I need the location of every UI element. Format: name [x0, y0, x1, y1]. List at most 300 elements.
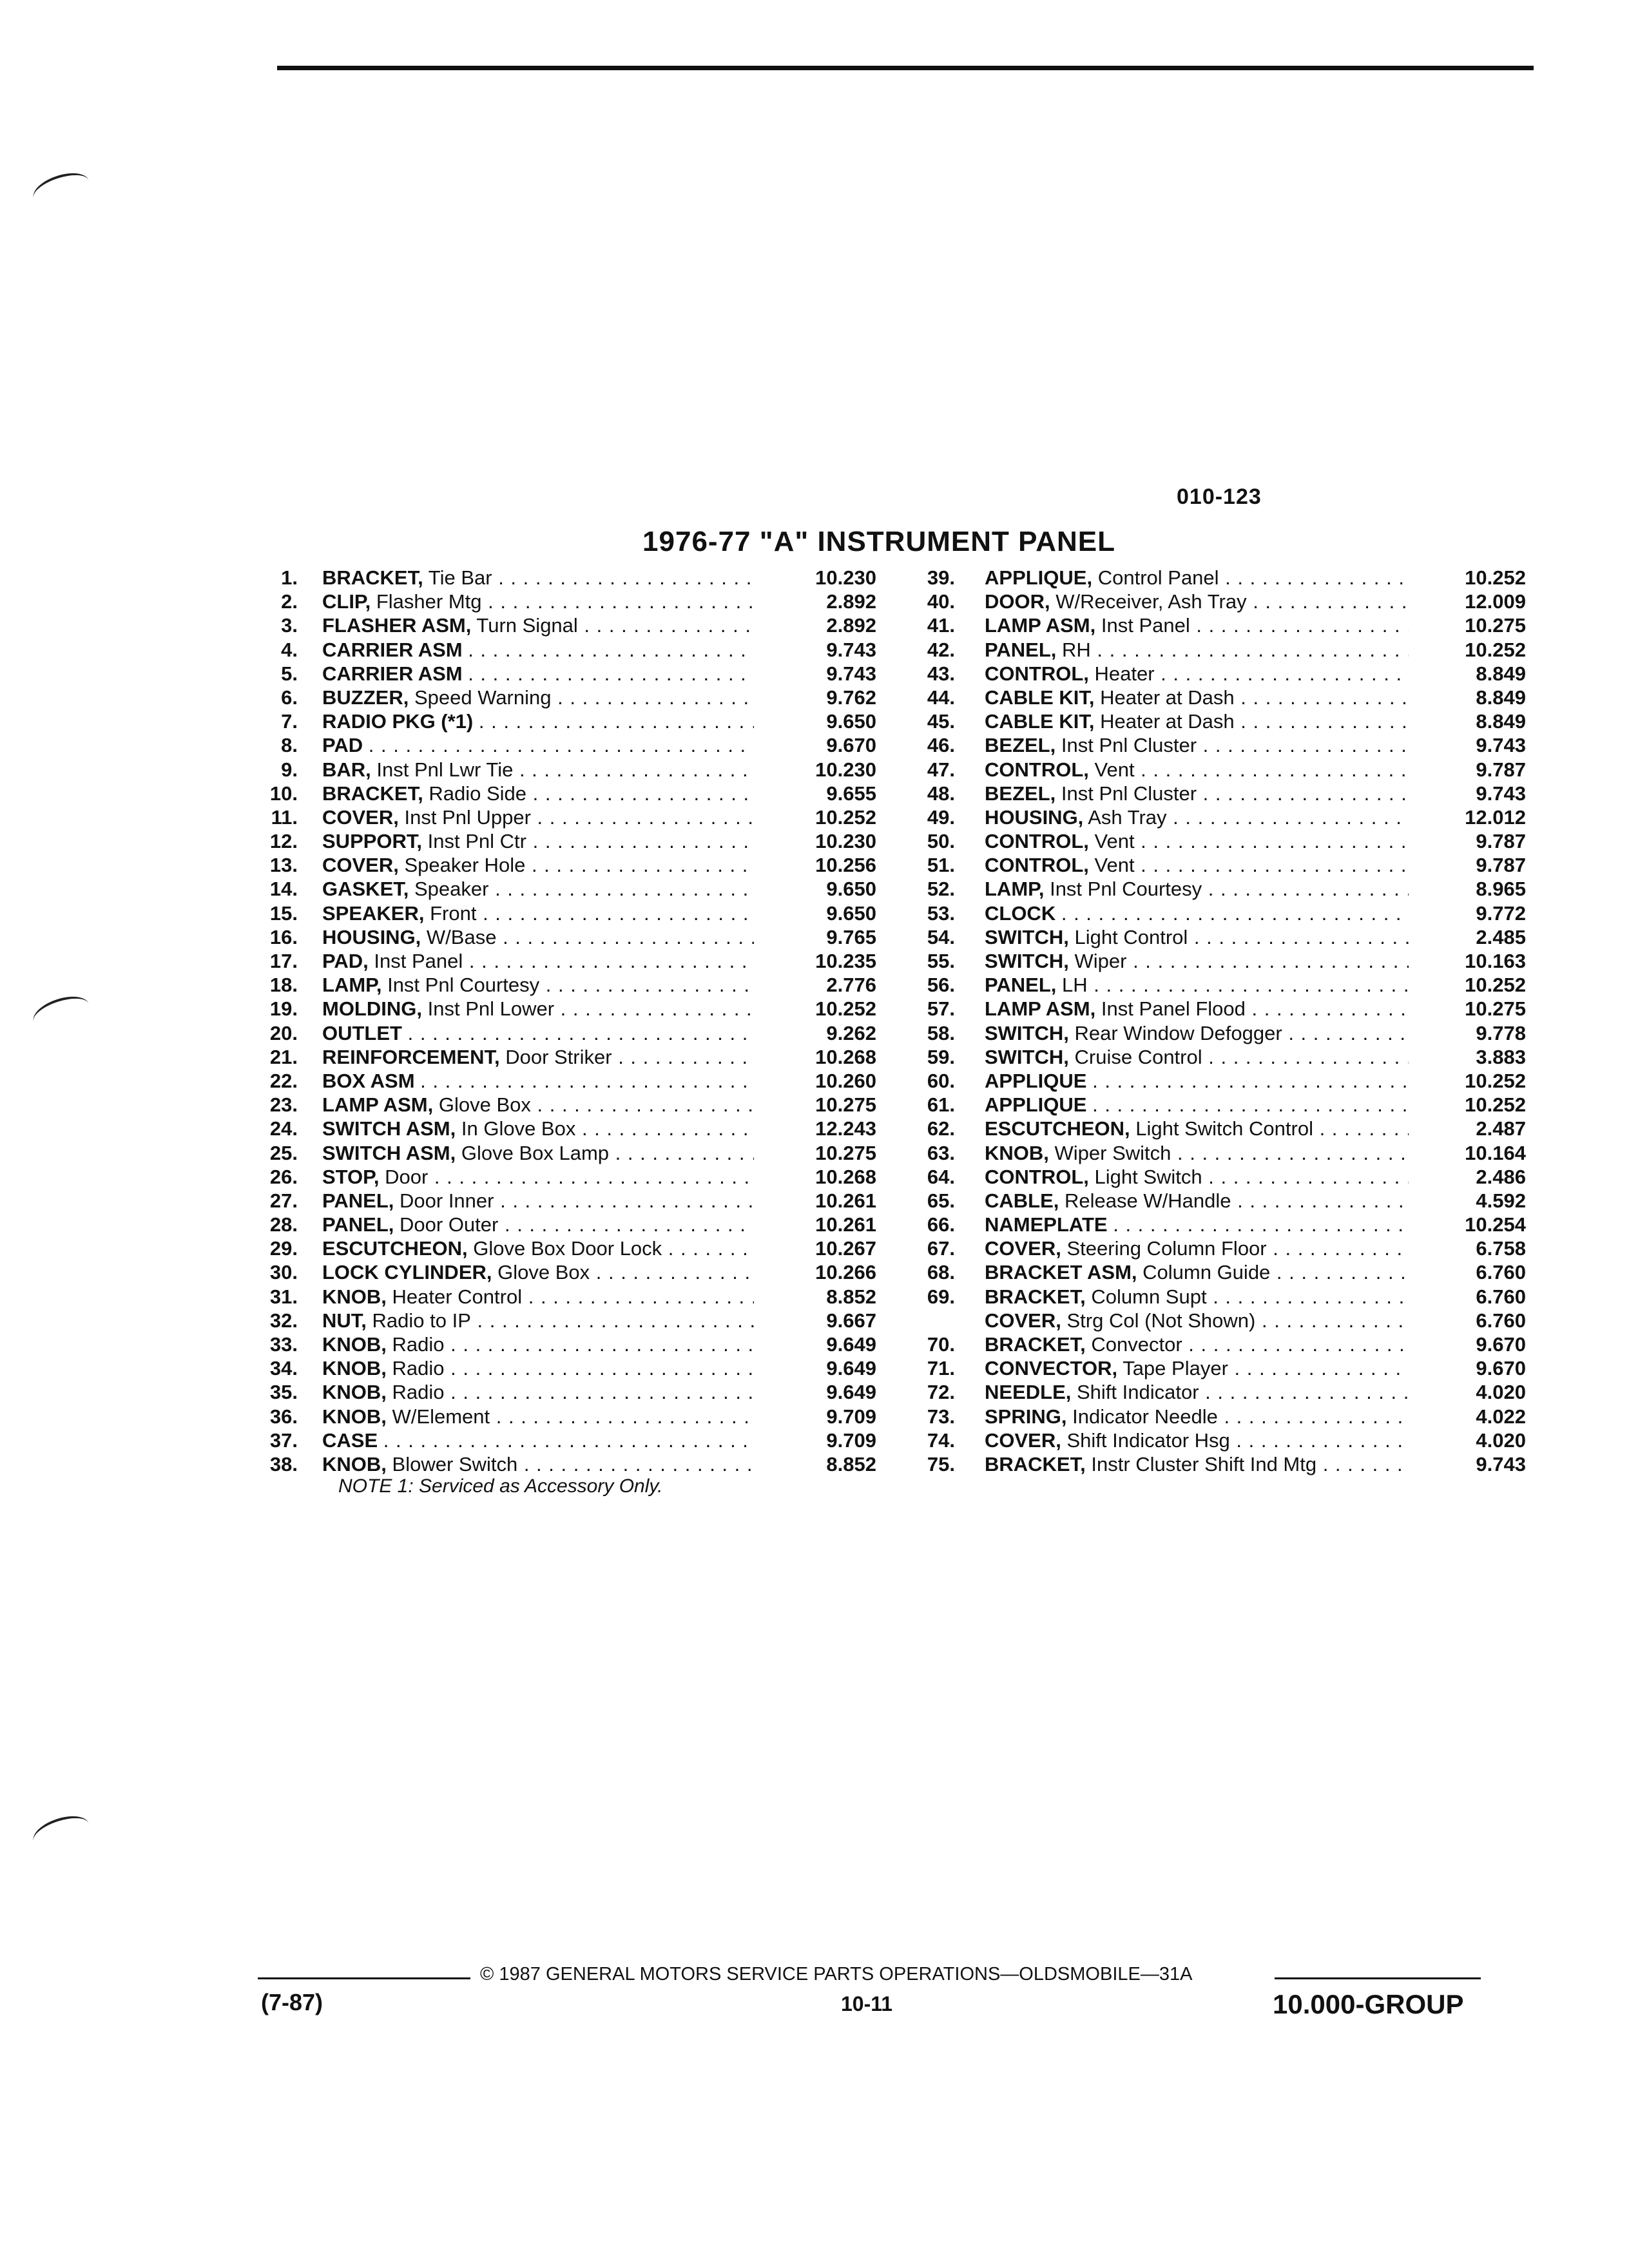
part-qualifier: Inst Pnl Cluster: [1061, 734, 1197, 757]
part-name: DOOR,: [985, 590, 1050, 613]
part-name: CONTROL,: [985, 758, 1089, 781]
item-number: 14.: [269, 878, 298, 901]
parts-row: [907, 686, 1526, 709]
parts-row: [258, 758, 876, 782]
group-number: 10.256: [815, 854, 876, 877]
parts-row: [258, 638, 876, 662]
item-number: 5.: [281, 662, 298, 685]
parts-row: [907, 1405, 1526, 1428]
parts-row: [258, 1189, 876, 1213]
item-number: 4.: [281, 638, 298, 661]
item-number: 52.: [927, 878, 955, 901]
part-qualifier: Column Guide: [1142, 1261, 1271, 1284]
item-number: 12.: [269, 830, 298, 853]
parts-row: [907, 1309, 1526, 1332]
item-description: [985, 613, 1409, 637]
item-number: 59.: [927, 1045, 955, 1068]
parts-row: [907, 758, 1526, 782]
group-number: 2.487: [1476, 1117, 1526, 1140]
item-description: [985, 877, 1409, 901]
parts-row: [907, 1236, 1526, 1260]
parts-row: [907, 1117, 1526, 1140]
item-description: [985, 1380, 1409, 1404]
item-description: [985, 949, 1409, 973]
parts-row: [907, 1093, 1526, 1117]
item-description: [322, 1452, 754, 1476]
item-number: 31.: [269, 1285, 298, 1308]
part-name: NEEDLE,: [985, 1381, 1072, 1404]
item-description: [322, 1236, 754, 1260]
group-number: 9.778: [1476, 1021, 1526, 1044]
item-number: 33.: [269, 1333, 298, 1356]
parts-row: [258, 590, 876, 613]
part-name: CARRIER ASM: [322, 638, 463, 661]
part-name: SPRING,: [985, 1405, 1067, 1428]
item-description: [985, 829, 1409, 853]
part-name: CABLE KIT,: [985, 710, 1095, 733]
item-number: 29.: [269, 1237, 298, 1260]
group-number: 10.164: [1465, 1141, 1526, 1164]
part-qualifier: Light Control: [1074, 925, 1188, 948]
group-number: 10.230: [815, 758, 876, 781]
part-qualifier: Inst Pnl Cluster: [1061, 782, 1197, 805]
parts-row: [907, 1045, 1526, 1069]
item-number: 73.: [927, 1405, 955, 1428]
group-number: 8.849: [1476, 662, 1526, 685]
group-number: 9.743: [1476, 1452, 1526, 1475]
part-qualifier: Inst Pnl Lower: [427, 997, 555, 1021]
group-number: 10.163: [1465, 950, 1526, 972]
item-description: [985, 1428, 1409, 1452]
part-qualifier: Radio: [392, 1357, 445, 1380]
part-qualifier: Glove Box: [497, 1261, 590, 1284]
item-description: [985, 1452, 1409, 1476]
parts-row: [907, 1260, 1526, 1284]
parts-row: [907, 853, 1526, 877]
parts-row: [258, 613, 876, 637]
item-description: [322, 709, 754, 733]
item-number: 48.: [927, 782, 955, 805]
group-number: 9.762: [826, 686, 876, 709]
item-description: [985, 638, 1409, 662]
item-description: [985, 1189, 1409, 1213]
item-number: 62.: [927, 1117, 955, 1140]
parts-row: [907, 925, 1526, 949]
group-number: 9.649: [826, 1357, 876, 1380]
part-qualifier: W/Base: [426, 925, 497, 948]
item-number: 1.: [281, 566, 298, 589]
item-number: 63.: [927, 1141, 955, 1164]
item-number: 16.: [269, 925, 298, 948]
parts-row: [907, 1452, 1526, 1476]
group-number: 8.852: [826, 1452, 876, 1475]
group-number: 9.787: [1476, 758, 1526, 781]
item-description: [985, 997, 1409, 1021]
group-number: 10.252: [815, 805, 876, 829]
parts-row: [907, 877, 1526, 901]
part-qualifier: Inst Pnl Courtesy: [1050, 878, 1202, 901]
top-rule: [277, 66, 1534, 70]
part-qualifier: Shift Indicator: [1076, 1381, 1199, 1404]
parts-row: [258, 853, 876, 877]
parts-row: [907, 901, 1526, 925]
part-qualifier: Indicator Needle: [1072, 1405, 1218, 1428]
item-description: [322, 997, 754, 1021]
part-name: SWITCH,: [985, 925, 1069, 948]
item-description: [322, 1380, 754, 1404]
item-description: [322, 1309, 754, 1332]
item-description: [322, 829, 754, 853]
parts-row: [258, 1045, 876, 1069]
part-name: PAD,: [322, 950, 369, 972]
parts-row: [258, 782, 876, 805]
group-label: 10.000-GROUP: [1273, 1989, 1464, 2019]
item-number: 42.: [927, 638, 955, 661]
item-description: [322, 925, 754, 949]
item-number: 55.: [927, 950, 955, 972]
part-qualifier: Speed Warning: [414, 686, 552, 709]
parts-row: [907, 733, 1526, 757]
part-name: KNOB,: [322, 1357, 387, 1380]
item-number: 7.: [281, 710, 298, 733]
item-description: [985, 1309, 1409, 1332]
group-number: 9.743: [1476, 734, 1526, 757]
parts-row: [907, 1428, 1526, 1452]
part-name: STOP,: [322, 1165, 380, 1188]
group-number: 4.020: [1476, 1381, 1526, 1404]
part-name: BAR,: [322, 758, 371, 781]
item-number: 54.: [927, 925, 955, 948]
item-number: 19.: [269, 997, 298, 1021]
item-number: 28.: [269, 1213, 298, 1236]
item-description: [985, 1021, 1409, 1045]
part-name: COVER,: [322, 854, 399, 877]
item-description: [985, 853, 1409, 877]
item-description: [985, 1236, 1409, 1260]
item-description: [322, 566, 754, 590]
parts-row: [907, 1021, 1526, 1045]
part-qualifier: Speaker Hole: [404, 854, 526, 877]
group-number: 10.252: [1465, 566, 1526, 589]
part-qualifier: Turn Signal: [476, 614, 578, 637]
part-name: PANEL,: [985, 638, 1057, 661]
part-qualifier: Radio to IP: [372, 1309, 471, 1332]
group-number: 10.230: [815, 566, 876, 589]
group-number: 10.266: [815, 1261, 876, 1284]
item-number: 74.: [927, 1428, 955, 1452]
part-qualifier: Radio: [392, 1333, 445, 1356]
group-number: 4.592: [1476, 1189, 1526, 1212]
group-number: 8.965: [1476, 878, 1526, 901]
item-number: 56.: [927, 974, 955, 997]
part-qualifier: Strg Col (Not Shown): [1066, 1309, 1256, 1332]
parts-row: [258, 1117, 876, 1140]
part-name: SWITCH ASM,: [322, 1141, 456, 1164]
item-description: [985, 1045, 1409, 1069]
item-description: [322, 1045, 754, 1069]
group-number: 10.261: [815, 1213, 876, 1236]
parts-row: [907, 1356, 1526, 1380]
page-number: 10-11: [841, 1992, 893, 2015]
part-qualifier: W/Element: [392, 1405, 490, 1428]
part-qualifier: Glove Box Lamp: [461, 1141, 610, 1164]
part-qualifier: Flasher Mtg: [376, 590, 482, 613]
part-qualifier: Inst Panel Flood: [1101, 997, 1246, 1021]
parts-row: [258, 1380, 876, 1404]
item-number: 6.: [281, 686, 298, 709]
item-description: [322, 1285, 754, 1309]
parts-row: [907, 613, 1526, 637]
part-name: CABLE KIT,: [985, 686, 1095, 709]
group-number: 9.787: [1476, 854, 1526, 877]
part-name: GASKET,: [322, 878, 409, 901]
group-number: 9.709: [826, 1428, 876, 1452]
part-name: BUZZER,: [322, 686, 409, 709]
item-number: 13.: [269, 854, 298, 877]
group-number: 2.892: [826, 614, 876, 637]
part-qualifier: In Glove Box: [461, 1117, 576, 1140]
item-description: [322, 733, 754, 757]
group-number: 6.760: [1476, 1285, 1526, 1308]
group-number: 10.261: [815, 1189, 876, 1212]
item-description: [985, 925, 1409, 949]
part-name: HOUSING,: [985, 805, 1084, 829]
item-number: 20.: [269, 1021, 298, 1044]
part-name: COVER,: [985, 1428, 1061, 1452]
parts-row: [907, 1069, 1526, 1093]
part-name: SWITCH,: [985, 1021, 1069, 1044]
group-number: 10.268: [815, 1165, 876, 1188]
part-name: CLOCK: [985, 901, 1056, 925]
part-name: CLIP,: [322, 590, 371, 613]
item-description: [322, 1428, 754, 1452]
footer-rule-right: [1275, 1977, 1481, 1979]
parts-row: [258, 1332, 876, 1356]
group-number: 9.772: [1476, 901, 1526, 925]
part-qualifier: Heater Control: [392, 1285, 523, 1308]
parts-row: [258, 1260, 876, 1284]
item-number: 35.: [269, 1381, 298, 1404]
part-qualifier: Door Outer: [400, 1213, 499, 1236]
group-number: 10.268: [815, 1045, 876, 1068]
item-number: 58.: [927, 1021, 955, 1044]
item-number: 23.: [269, 1093, 298, 1117]
item-number: 50.: [927, 830, 955, 853]
group-number: 9.655: [826, 782, 876, 805]
item-description: [322, 1332, 754, 1356]
part-qualifier: Inst Panel: [374, 950, 463, 972]
group-number: 10.252: [1465, 1069, 1526, 1092]
part-qualifier: Radio: [392, 1381, 445, 1404]
group-number: 12.243: [815, 1117, 876, 1140]
parts-row: [907, 949, 1526, 973]
part-qualifier: Door: [385, 1165, 429, 1188]
item-description: [985, 1093, 1409, 1117]
item-number: 3.: [281, 614, 298, 637]
item-description: [322, 1021, 754, 1045]
item-number: 65.: [927, 1189, 955, 1212]
item-number: 30.: [269, 1261, 298, 1284]
part-qualifier: Door Striker: [505, 1045, 612, 1068]
part-name: BEZEL,: [985, 782, 1056, 805]
parts-row: [258, 662, 876, 686]
part-qualifier: Heater at Dash: [1100, 686, 1235, 709]
item-number: 44.: [927, 686, 955, 709]
item-number: 15.: [269, 901, 298, 925]
parts-row: [907, 997, 1526, 1021]
part-name: BEZEL,: [985, 734, 1056, 757]
parts-row: [907, 829, 1526, 853]
part-name: SWITCH,: [985, 1045, 1069, 1068]
parts-row: [907, 1141, 1526, 1165]
part-qualifier: Instr Cluster Shift Ind Mtg: [1091, 1452, 1317, 1475]
item-number: 22.: [269, 1069, 298, 1092]
item-description: [985, 1332, 1409, 1356]
item-number: 68.: [927, 1261, 955, 1284]
item-description: [985, 1213, 1409, 1236]
item-description: [322, 1405, 754, 1428]
part-name: SUPPORT,: [322, 830, 423, 853]
part-name: SPEAKER,: [322, 901, 425, 925]
parts-row: [907, 590, 1526, 613]
item-description: [322, 901, 754, 925]
group-number: 4.020: [1476, 1428, 1526, 1452]
part-name: OUTLET: [322, 1021, 402, 1044]
group-number: 9.650: [826, 878, 876, 901]
part-name: FLASHER ASM,: [322, 614, 472, 637]
item-description: [322, 782, 754, 805]
part-qualifier: Inst Pnl Courtesy: [387, 974, 540, 997]
group-number: 12.012: [1465, 805, 1526, 829]
part-qualifier: Blower Switch: [392, 1452, 518, 1475]
parts-list-left: [258, 566, 876, 1476]
parts-row: [258, 1069, 876, 1093]
part-name: KNOB,: [985, 1141, 1049, 1164]
part-name: APPLIQUE,: [985, 566, 1093, 589]
group-number: 10.260: [815, 1069, 876, 1092]
item-description: [985, 1356, 1409, 1380]
item-description: [985, 901, 1409, 925]
part-qualifier: Heater: [1094, 662, 1155, 685]
group-number: 9.650: [826, 710, 876, 733]
part-qualifier: Vent: [1094, 758, 1135, 781]
item-number: 41.: [927, 614, 955, 637]
part-qualifier: Inst Pnl Ctr: [427, 830, 526, 853]
group-number: 9.765: [826, 925, 876, 948]
item-number: 43.: [927, 662, 955, 685]
footnote: NOTE 1: Serviced as Accessory Only.: [338, 1475, 663, 1497]
part-qualifier: Front: [430, 901, 477, 925]
item-description: [322, 805, 754, 829]
parts-row: [258, 997, 876, 1021]
group-number: 3.883: [1476, 1045, 1526, 1068]
item-description: [985, 782, 1409, 805]
parts-row: [258, 1236, 876, 1260]
item-description: [322, 758, 754, 782]
parts-row: [258, 1356, 876, 1380]
item-number: 17.: [269, 950, 298, 972]
item-description: [985, 709, 1409, 733]
group-number: 9.787: [1476, 830, 1526, 853]
group-number: 9.743: [826, 662, 876, 685]
item-number: 27.: [269, 1189, 298, 1212]
part-qualifier: W/Receiver, Ash Tray: [1055, 590, 1247, 613]
item-description: [985, 1117, 1409, 1140]
item-description: [322, 973, 754, 997]
group-number: 10.275: [1465, 997, 1526, 1021]
item-number: 40.: [927, 590, 955, 613]
parts-row: [258, 733, 876, 757]
item-number: 51.: [927, 854, 955, 877]
item-number: 24.: [269, 1117, 298, 1140]
part-qualifier: Speaker: [414, 878, 489, 901]
group-number: 10.252: [1465, 638, 1526, 661]
part-name: BRACKET,: [322, 566, 423, 589]
parts-row: [907, 1189, 1526, 1213]
group-number: 10.275: [815, 1093, 876, 1117]
item-number: 11.: [271, 805, 298, 829]
part-name: ESCUTCHEON,: [985, 1117, 1130, 1140]
parts-row: [258, 1452, 876, 1476]
group-number: 8.849: [1476, 710, 1526, 733]
group-number: 2.776: [826, 974, 876, 997]
group-number: 6.758: [1476, 1237, 1526, 1260]
part-name: APPLIQUE: [985, 1093, 1087, 1117]
parts-row: [258, 566, 876, 590]
item-number: 26.: [269, 1165, 298, 1188]
item-number: 25.: [269, 1141, 298, 1164]
parts-row: [907, 1380, 1526, 1404]
item-number: 66.: [927, 1213, 955, 1236]
item-description: [322, 638, 754, 662]
item-number: 21.: [269, 1045, 298, 1068]
item-number: 53.: [927, 901, 955, 925]
item-description: [322, 1093, 754, 1117]
page-title: 1976-77 "A" INSTRUMENT PANEL: [642, 526, 1115, 557]
group-number: 10.275: [815, 1141, 876, 1164]
copyright-notice: © 1987 GENERAL MOTORS SERVICE PARTS OPERATIONS—OLDSMOBILE—31A: [480, 1964, 1193, 1984]
part-name: LAMP,: [985, 878, 1045, 901]
group-number: 10.267: [815, 1237, 876, 1260]
item-number: 60.: [927, 1069, 955, 1092]
parts-row: [907, 782, 1526, 805]
part-name: BRACKET,: [322, 782, 423, 805]
item-description: [322, 949, 754, 973]
parts-row: [258, 709, 876, 733]
parts-row: [907, 709, 1526, 733]
item-number: 57.: [927, 997, 955, 1021]
item-description: [985, 566, 1409, 590]
group-number: 9.709: [826, 1405, 876, 1428]
item-description: [985, 1285, 1409, 1309]
part-name: CABLE,: [985, 1189, 1059, 1212]
part-name: KNOB,: [322, 1285, 387, 1308]
item-description: [985, 1069, 1409, 1093]
item-description: [985, 973, 1409, 997]
punch-hole-mark: [29, 990, 93, 1035]
part-name: CONTROL,: [985, 1165, 1089, 1188]
part-name: KNOB,: [322, 1452, 387, 1475]
part-name: NUT,: [322, 1309, 367, 1332]
part-name: KNOB,: [322, 1333, 387, 1356]
item-number: 67.: [927, 1237, 955, 1260]
part-name: KNOB,: [322, 1381, 387, 1404]
parts-row: [907, 638, 1526, 662]
parts-row: [258, 949, 876, 973]
parts-row: [258, 1285, 876, 1309]
item-number: 71.: [927, 1357, 955, 1380]
part-name: BRACKET,: [985, 1452, 1086, 1475]
